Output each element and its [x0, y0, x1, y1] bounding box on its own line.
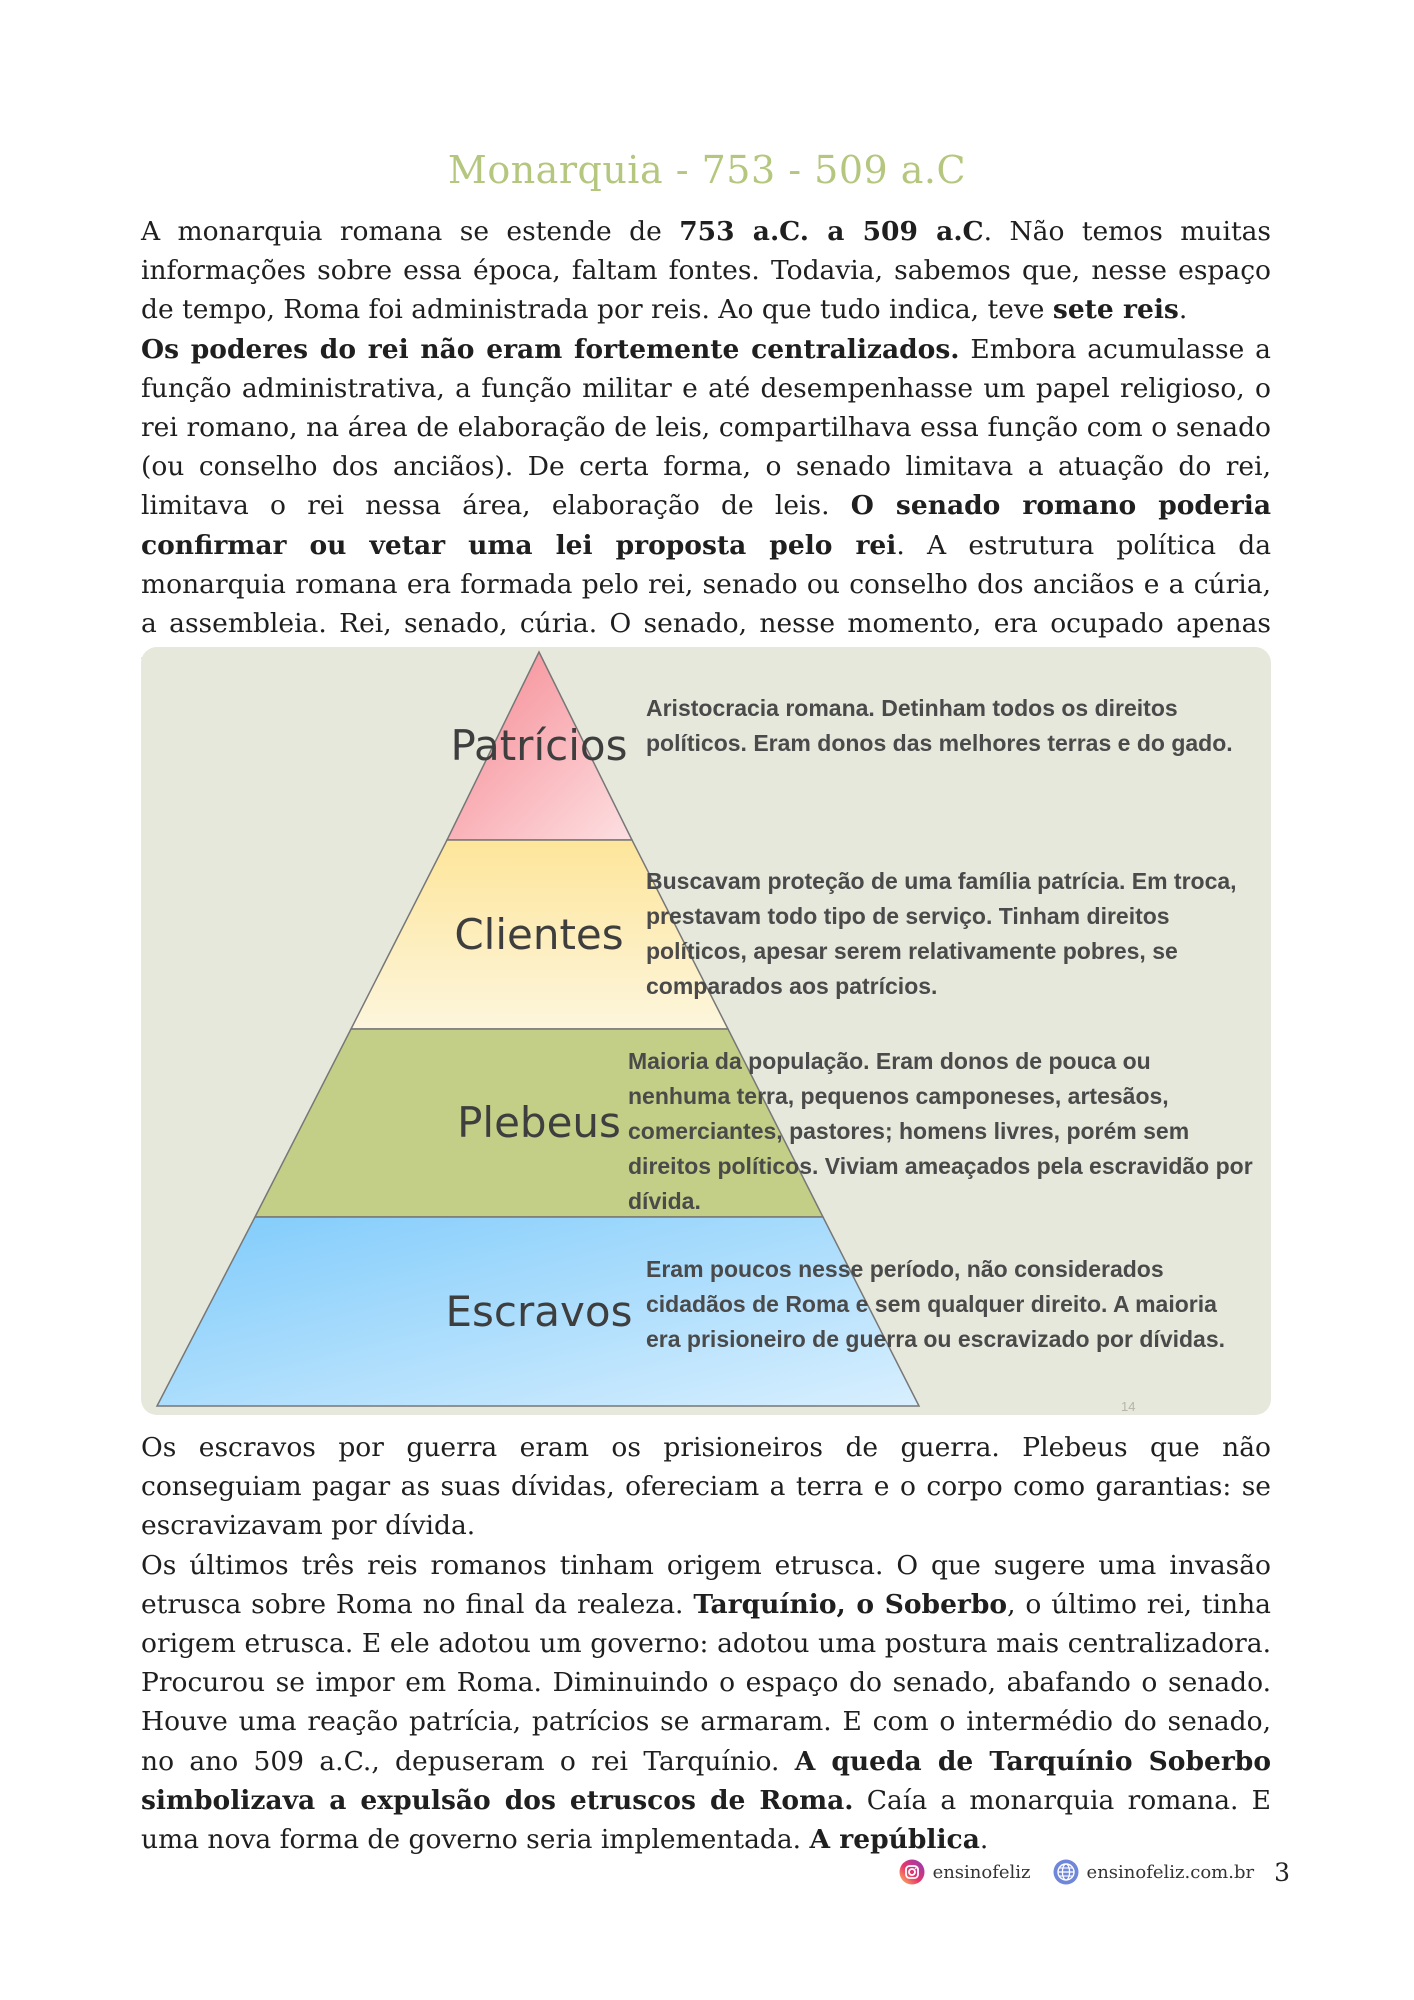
- intro-p1-text-3: .: [1178, 294, 1188, 326]
- outro-p2-text-2: , o último rei, tinha origem etrusca. E ele adotou um governo: adotou uma postura mais centralizadora. Procurou se impor em Roma. Diminuindo o espaço do senado, abafando o senado. Houve uma reação patrícia, patrícios se armaram. E com o intermédio do senado, no ano 509 a.C., depuseram o rei Tarquínio.: [141, 1588, 1271, 1777]
- outro-p2-bold-1: Tarquínio, o Soberbo: [693, 1588, 1008, 1620]
- intro-p1-bold-2: sete reis: [1052, 294, 1179, 326]
- outro-p2-bold-2: A queda de Tarquínio Soberbo simbolizava a expulsão dos etruscos de Roma.: [141, 1745, 1271, 1816]
- intro-p1-bold-1: 753 a.C. a 509 a.C: [679, 216, 984, 247]
- globe-icon: [1053, 1859, 1079, 1885]
- tier-description-plebeus: Maioria da população. Eram donos de pouca ou nenhuma terra, pequenos camponeses, artesãos, comerciantes, pastores; homens livres, porém sem direitos políticos. Viviam ameaçados pela escravidão por dívida.: [628, 1048, 1253, 1214]
- intro-paragraph-1: [141, 212, 1271, 330]
- instagram-handle[interactable]: ensinofeliz: [932, 1861, 1031, 1883]
- outro-p1-text-1: Os escravos por guerra eram os prisioneiros de guerra. Plebeus que não conseguiam pagar as suas dívidas, ofereciam a terra e o corpo como garantias: se escravizavam por dívida.: [141, 1432, 1271, 1542]
- outro-paragraph-1: [141, 1428, 1271, 1546]
- website-link[interactable]: ensinofeliz.com.br: [1086, 1861, 1255, 1883]
- instagram-icon: [899, 1859, 925, 1885]
- tier-description-patricios: Aristocracia romana. Detinham todos os direitos políticos. Eram donos das melhores terras e do gado.: [646, 695, 1233, 756]
- outro-p2-text-1: Os últimos três reis romanos tinham origem etrusca. O que sugere uma invasão etrusca sobre Roma no final da realeza.: [141, 1549, 1271, 1620]
- intro-p1-text-1: A monarquia romana se estende de: [141, 216, 680, 247]
- outro-paragraph-2: [141, 1546, 1271, 1860]
- intro-text: [141, 212, 1271, 682]
- intro-p2-text-2: . A estrutura política da monarquia romana era formada pelo rei, senado ou conselho dos anciãos e a cúria, a assembleia. Rei, senado, cúria. O senado, nesse momento, era ocupado apenas: [141, 529, 1271, 640]
- tier-description-clientes: Buscavam proteção de uma família patrícia. Em troca, prestavam todo tipo de serviço. Tinham direitos políticos, apesar serem relativamente pobres, se comparados aos patrícios.: [646, 868, 1237, 999]
- outro-p2-text-3: Caía a monarquia romana. E uma nova forma de governo seria implementada.: [141, 1784, 1272, 1856]
- tier-name-plebeus: Plebeus: [457, 1098, 621, 1147]
- intro-paragraph-2: [141, 330, 1271, 683]
- slide-number: 14: [1121, 1399, 1136, 1414]
- page-footer: [899, 1856, 1290, 1888]
- social-pyramid-figure: [141, 647, 1271, 1415]
- tier-description-escravos: Eram poucos nesse período, não considerados cidadãos de Roma e sem qualquer direito. A maioria era prisioneiro de guerra ou escravizado por dívidas.: [646, 1256, 1226, 1352]
- intro-p2-text-1: Embora acumulasse a função administrativa, a função militar e até desempenhasse um papel religioso, o rei romano, na área de elaboração de leis, compartilhava essa função com o senado (ou conselho dos anciãos). De certa forma, o senado limitava a atuação do rei, limitava o rei nessa área, elaboração de leis.: [141, 333, 1271, 522]
- outro-p2-bold-3: A república: [809, 1824, 980, 1856]
- tier-name-clientes: Clientes: [454, 910, 624, 959]
- tier-name-escravos: Escravos: [445, 1287, 633, 1336]
- intro-p2-bold-2: O senado romano poderia confirmar ou vetar uma lei proposta pelo rei: [141, 490, 1271, 561]
- page-title: Monarquia - 753 - 509 a.C: [447, 148, 967, 192]
- intro-p1-text-2: . Não temos muitas informações sobre essa época, faltam fontes. Todavia, sabemos que, nesse espaço de tempo, Roma foi administrada por reis. Ao que tudo indica, teve: [141, 216, 1271, 326]
- intro-p2-bold-1: Os poderes do rei não eram fortemente centralizados.: [141, 333, 960, 365]
- tier-name-patricios: Patrícios: [450, 721, 628, 770]
- page-number: 3: [1274, 1857, 1290, 1887]
- outro-p2-text-4: .: [979, 1824, 989, 1856]
- outro-text: [141, 1428, 1271, 1859]
